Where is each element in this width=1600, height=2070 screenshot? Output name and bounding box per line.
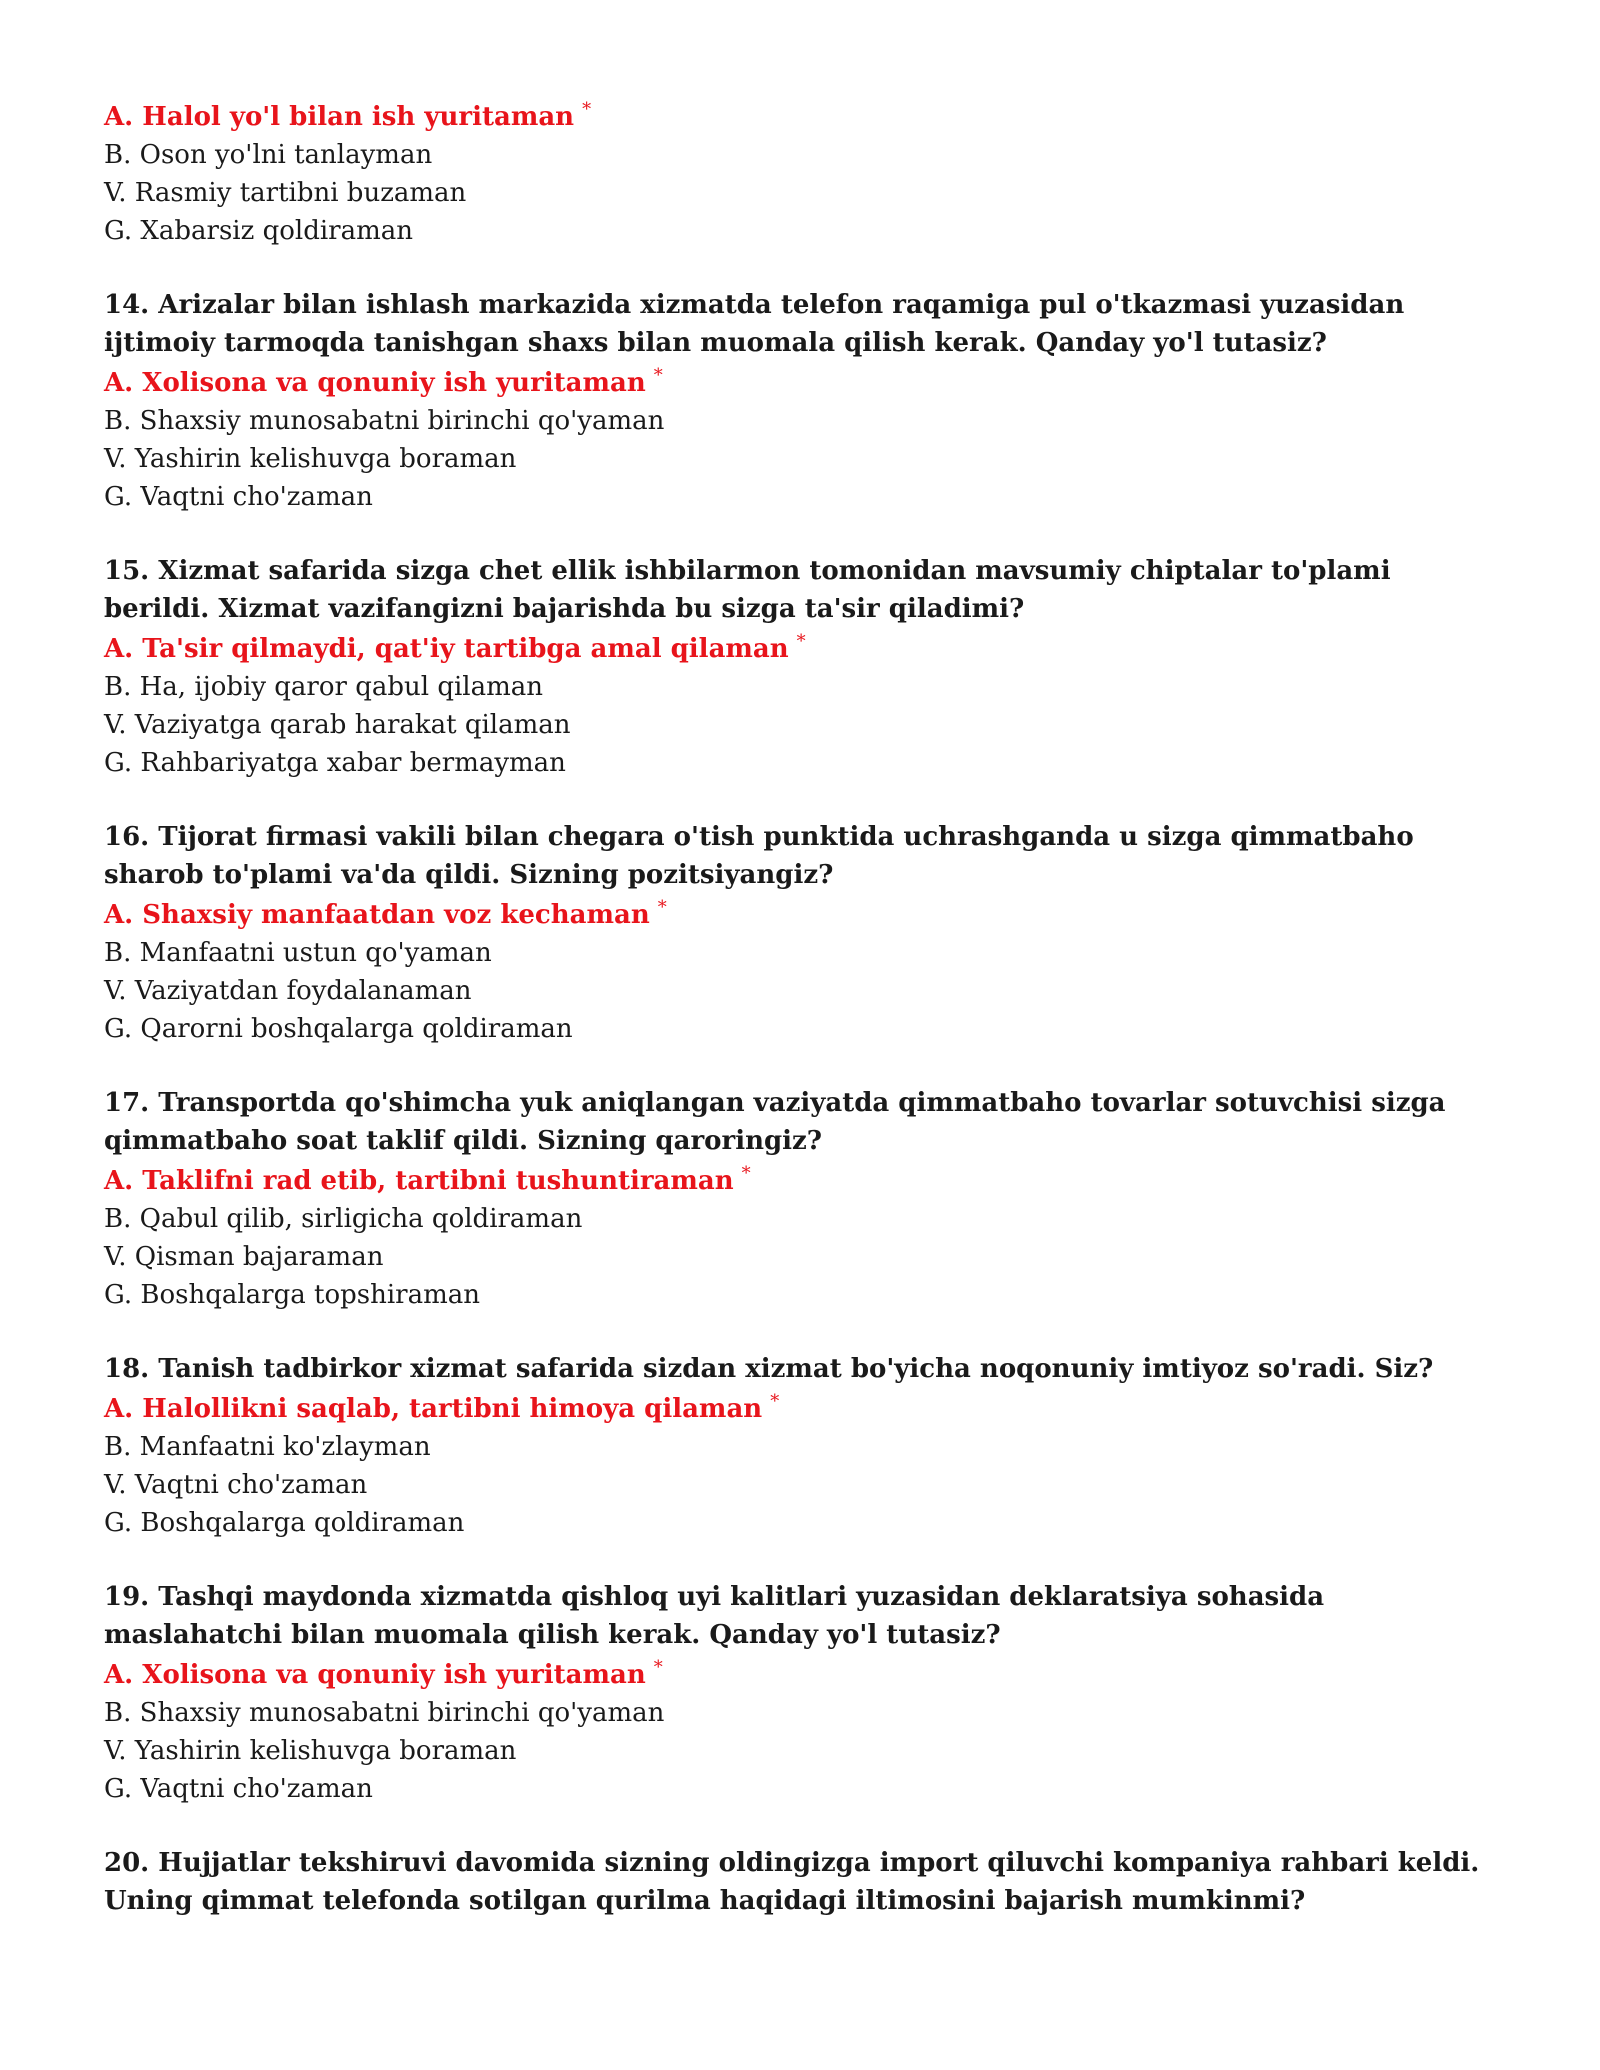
option-g: G. Rahbariyatga xabar bermayman xyxy=(104,748,566,778)
option-v: V. Vaziyatga qarab harakat qilaman xyxy=(104,710,571,740)
option-g: G. Qarorni boshqalarga qoldiraman xyxy=(104,1014,573,1044)
question-block-16 xyxy=(104,818,1504,1048)
question-text: 15. Xizmat safarida sizga chet ellik ishbilarmon tomonidan mavsumiy chiptalar to'plami berildi. Xizmat vazifangizni bajarishda bu sizga ta'sir qiladimi? xyxy=(104,556,1391,624)
option-b: B. Manfaatni ustun qo'yaman xyxy=(104,938,492,968)
option-v: V. Vaqtni cho'zaman xyxy=(104,1470,368,1500)
option-b: B. Ha, ijobiy qaror qabul qilaman xyxy=(104,672,543,702)
question-text: 14. Arizalar bilan ishlash markazida xizmatda telefon raqamiga pul o'tkazmasi yuzasidan ijtimoiy tarmoqda tanishgan shaxs bilan muomala qilish kerak. Qanday yo'l tutasiz? xyxy=(104,290,1405,358)
option-v: V. Qisman bajaraman xyxy=(104,1242,384,1272)
option-b: B. Qabul qilib, sirligicha qoldiraman xyxy=(104,1204,583,1234)
correct-option: A. Halol yo'l bilan ish yuritaman * xyxy=(104,99,592,132)
question-text: 17. Transportda qo'shimcha yuk aniqlangan vaziyatda qimmatbaho tovarlar sotuvchisi sizga qimmatbaho soat taklif qildi. Sizning qaroringiz? xyxy=(104,1088,1446,1156)
question-block-15 xyxy=(104,552,1504,782)
option-g: G. Xabarsiz qoldiraman xyxy=(104,216,413,246)
option-v: V. Rasmiy tartibni buzaman xyxy=(104,178,467,208)
option-g: G. Vaqtni cho'zaman xyxy=(104,482,373,512)
question-block-14 xyxy=(104,286,1504,516)
correct-marker: * xyxy=(653,1657,663,1679)
document-page xyxy=(104,98,1504,1956)
option-b: B. Manfaatni ko'zlayman xyxy=(104,1432,431,1462)
question-text: 18. Tanish tadbirkor xizmat safarida sizdan xizmat bo'yicha noqonuniy imtiyoz so'radi. Siz? xyxy=(104,1354,1434,1384)
correct-marker: * xyxy=(741,1163,751,1185)
question-text: 19. Tashqi maydonda xizmatda qishloq uyi kalitlari yuzasidan deklaratsiya sohasida maslahatchi bilan muomala qilish kerak. Qanday yo'l tutasiz? xyxy=(104,1582,1325,1650)
correct-marker: * xyxy=(657,897,667,919)
question-block-13 xyxy=(104,98,1504,250)
option-v: V. Yashirin kelishuvga boraman xyxy=(104,1736,517,1766)
question-text: 16. Tijorat firmasi vakili bilan chegara o'tish punktida uchrashganda u sizga qimmatbaho sharob to'plami va'da qildi. Sizning pozitsiyangiz? xyxy=(104,822,1414,890)
option-b: B. Shaxsiy munosabatni birinchi qo'yaman xyxy=(104,1698,665,1728)
option-v: V. Vaziyatdan foydalanaman xyxy=(104,976,472,1006)
correct-option: A. Ta'sir qilmaydi, qat'iy tartibga amal qilaman * xyxy=(104,631,806,664)
option-g: G. Boshqalarga qoldiraman xyxy=(104,1508,465,1538)
option-b: B. Shaxsiy munosabatni birinchi qo'yaman xyxy=(104,406,665,436)
question-block-20 xyxy=(104,1844,1504,1920)
option-v: V. Yashirin kelishuvga boraman xyxy=(104,444,517,474)
correct-option: A. Taklifni rad etib, tartibni tushuntiraman * xyxy=(104,1163,751,1196)
question-block-17 xyxy=(104,1084,1504,1314)
correct-marker: * xyxy=(770,1391,780,1413)
option-b: B. Oson yo'lni tanlayman xyxy=(104,140,433,170)
question-text: 20. Hujjatlar tekshiruvi davomida sizning oldingizga import qiluvchi kompaniya rahbari keldi. Uning qimmat telefonda sotilgan qurilma haqidagi iltimosini bajarish mumkinmi? xyxy=(104,1848,1480,1916)
correct-marker: * xyxy=(653,365,663,387)
correct-marker: * xyxy=(582,99,592,121)
question-block-18 xyxy=(104,1350,1504,1542)
correct-option: A. Shaxsiy manfaatdan voz kechaman * xyxy=(104,897,667,930)
option-g: G. Boshqalarga topshiraman xyxy=(104,1280,480,1310)
correct-marker: * xyxy=(796,631,806,653)
correct-option: A. Xolisona va qonuniy ish yuritaman * xyxy=(104,365,663,398)
question-block-19 xyxy=(104,1578,1504,1808)
correct-option: A. Xolisona va qonuniy ish yuritaman * xyxy=(104,1657,663,1690)
option-g: G. Vaqtni cho'zaman xyxy=(104,1774,373,1804)
correct-option: A. Halollikni saqlab, tartibni himoya qilaman * xyxy=(104,1391,780,1424)
